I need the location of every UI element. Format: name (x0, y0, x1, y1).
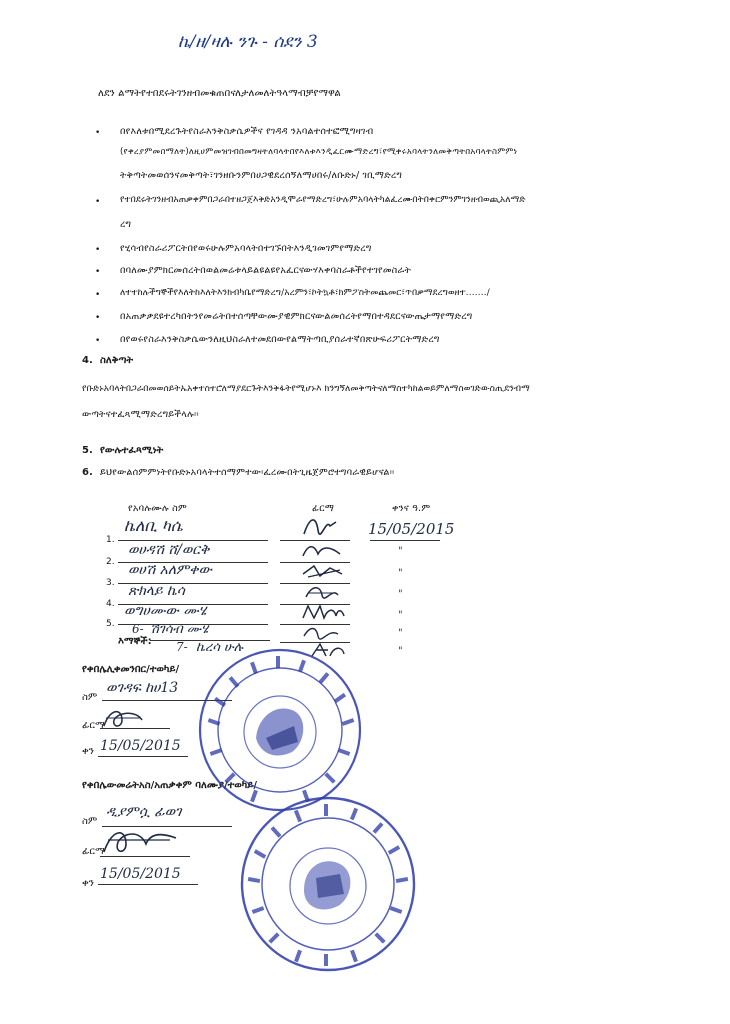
handwritten-header: ኬ/ዘ/ዛሉ ንጉ - ሰደን 3 (178, 32, 318, 52)
list-item: (የቀረያምመበማለት)ለዚሀምመዝገብበመግዛትለባላትበየእለቱእንዲፈርሙማድረግ፣የሚቀሩአባላትንለመቅጣትበአባላትስምምነ (120, 147, 518, 157)
bullet-dot: • (95, 267, 101, 277)
list-item: የተበደሩትገንዘብአጠቃቀምበጋራበተዘጋጀእቅድአንዲሞራየማድረግ፣ሁሉምአባላትካልፈረሙበትበቀርምንምገንዘብወጪአለማድ (120, 195, 526, 205)
list-item: በየእለቱበሚደረጉትየስራእንቅስቃሴዎችና የገዳዳ ንአባልተሰተፎሚግዛገብ (120, 126, 374, 137)
chairperson-title: የቀበሌሊቀመንበር/ተወካይ/ (82, 664, 180, 675)
member-signature (302, 583, 342, 603)
land-expert-date-label: ቀን (82, 878, 94, 889)
bullet-dot: • (95, 336, 101, 346)
land-expert-name: ዲያምሷ ፊወገ (106, 804, 182, 820)
member-name: ኬረሳ ሁሉ (196, 640, 243, 655)
header-member-name: የአባሉሙሉ ስም (128, 503, 187, 514)
member-name: ወግሀሙው ሙሄ (124, 603, 207, 619)
land-expert-date: 15/05/2015 (100, 866, 181, 882)
member-name: ጽክላይ ኬሳ (128, 583, 185, 599)
header-date: ቀንና ዓ.ም (392, 503, 431, 514)
member-date: " (398, 646, 403, 657)
land-expert-signature-label: ፊርማ (82, 846, 105, 857)
member-number: 1. (106, 535, 115, 545)
member-signature (300, 562, 346, 582)
section-5-number: 5. (82, 445, 93, 456)
list-item: በየወሩየስራእንቅስቃሴውንለዚህስራለተመደበውየልማትጣቢያሰራተኛበጽሁፍሪፖርትማድረግ (120, 334, 440, 345)
bullet-dot: • (95, 245, 101, 255)
list-item: ትቅጣትመወሰንናመቅጣት፣ገንዘቡንምበሀጋዊደረሰኝለማሀበሩ/ለቡድኑ/ ገቢማድረግ (120, 170, 403, 181)
member-number: 6- (132, 622, 144, 636)
bullet-dot: • (95, 197, 101, 207)
list-item: በባለሙያምክርመሰረትበወልመሬቱላይልዩልዩየአፈርናውሃእቀባስራቶችየተገየመስራት (120, 265, 412, 276)
chairperson-signature-label: ፊርማ (82, 720, 105, 731)
bullet-dot: • (95, 128, 101, 138)
member-date: " (398, 546, 403, 557)
member-date: " (398, 589, 403, 600)
witnesses-label: እማኞች: (118, 636, 152, 647)
section-4-number: 4. (82, 355, 93, 366)
penalty-text-line-2: ውጣትናተፈጻሚማድረግይችላሉ፡፡ (82, 409, 199, 420)
member-date: " (398, 610, 403, 621)
list-item: የሂሳብየስራሪፖርትበየወሩሁሉምአባላትበተገኙበትእንዲገመገምየማድረግ (120, 243, 372, 254)
land-expert-signature (100, 826, 180, 860)
member-number: 2. (106, 557, 115, 567)
member-signature (300, 624, 342, 642)
land-expert-name-label: ስም (82, 816, 98, 827)
member-number: 4. (106, 599, 115, 609)
section-4-title: ስለቅጣት (100, 355, 134, 366)
member-name: ሽገሳብ ሙሄ (150, 622, 209, 637)
member-date: 15/05/2015 (368, 520, 455, 538)
bullet-dot: • (95, 290, 101, 300)
chairperson-name: ወገዳፍ ከሀ13 (106, 680, 179, 696)
member-name: ወሀዳሽ ሸ/ወርቅ (128, 542, 210, 558)
member-signature (300, 512, 340, 540)
intro-line: ለደን ልማትየተበደሩትገንዘብመቁጠበናለታለመለትዓላማብቻየማዋል (98, 88, 341, 99)
member-name: ወሀሽ አለምቀው (128, 562, 212, 578)
kebele-stamp (196, 646, 364, 814)
header-signature: ፊርማ (312, 503, 335, 514)
chairperson-name-label: ስም (82, 692, 98, 703)
member-number: 5. (106, 619, 115, 629)
land-expert-title: የቀበሌውመሬትአስ/አጠቃቀም ባለሙያ/ተወካይ/ (82, 780, 258, 791)
member-date: " (398, 628, 403, 639)
administration-stamp (238, 794, 418, 974)
section-5-title: የውሉተፈጻሚነት (100, 445, 164, 456)
member-signature (300, 542, 344, 562)
member-signature (300, 602, 346, 624)
member-date: " (398, 568, 403, 579)
list-item: በአጠቃቃደዩተረካበትንየመሬትበተሰጣቸውሙያዊምክርናውልመሰረትየማበተዳደርናውጤታማየማድረግ (120, 311, 473, 322)
chairperson-date: 15/05/2015 (100, 738, 181, 754)
member-number: 7- (176, 640, 188, 654)
chairperson-date-label: ቀን (82, 746, 94, 757)
penalty-text-line-1: የቡድኑአባላትበጋራበመወሰይትኡአቀተስተሮለማያደርጉትእንቅፋትየሚሆኑእ ክንግኝለመቅጣትናለማስተካከልወይምለማስወገድውስጢደንብማ (82, 384, 530, 394)
member-number: 3. (106, 578, 115, 588)
section-6-number: 6. (82, 467, 93, 478)
bullet-dot: • (95, 313, 101, 323)
list-item: ረግ (120, 219, 132, 230)
section-6-title: ይህየውልሰምምነትየቡድኑአባላትተሰማምተው፡ፈረሙበትጊዜጀምሮተግባራዊይሆናል፡፡ (100, 467, 395, 478)
member-name: ኬለቢ ካሴ (124, 516, 183, 535)
list-item: ለተተከሉችግኞችየእለትከእለትእንክብካቤየማድረግ/አረምን፣ኮትኳቶ፣ክምፖስትመጨመር፣ጥበቃማደረግወዘተ......./ (120, 288, 490, 298)
